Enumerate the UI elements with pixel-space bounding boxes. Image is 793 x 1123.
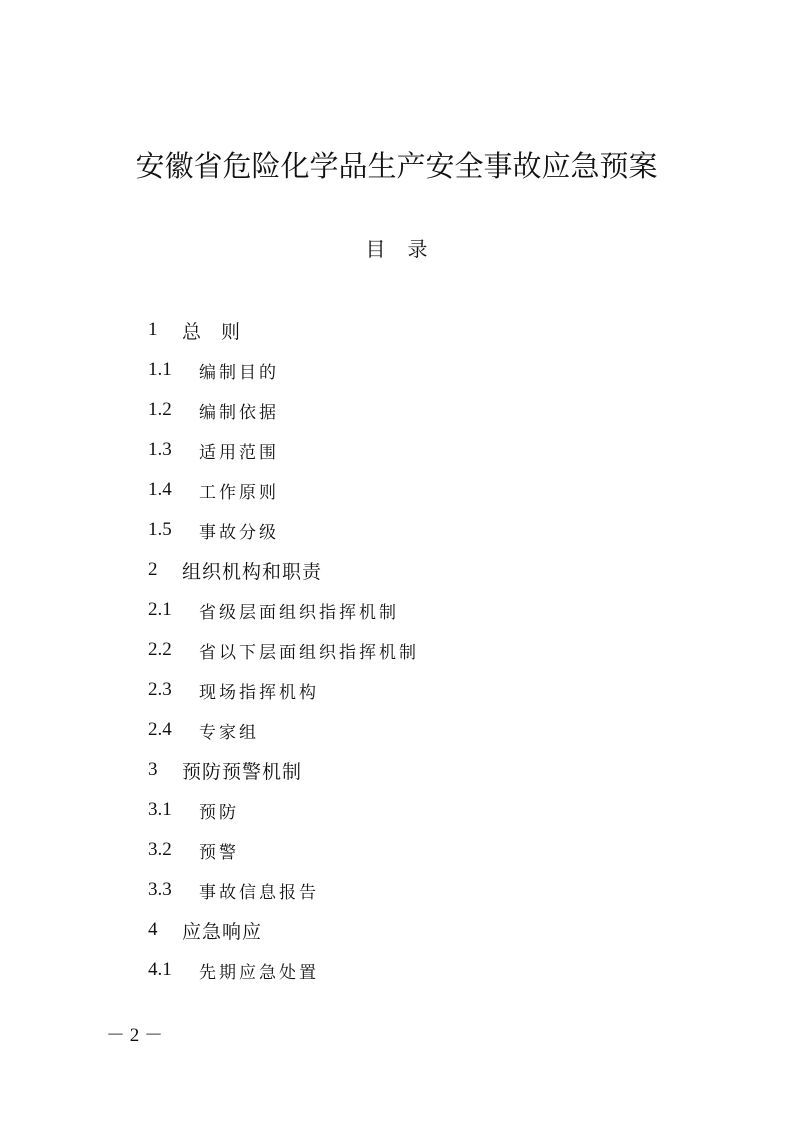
toc-entry-number: 3: [148, 759, 158, 780]
toc-entry-number: 1.2: [148, 399, 172, 420]
toc-entry[interactable]: [148, 670, 708, 710]
toc-entry[interactable]: [148, 350, 708, 390]
document-title: 安徽省危险化学品生产安全事故应急预案: [135, 149, 658, 183]
toc-entry[interactable]: [148, 910, 708, 950]
toc-entry-title: 编制依据: [199, 402, 279, 423]
toc-entry-title: 适用范围: [199, 442, 279, 463]
toc-entry-number: 1: [148, 319, 158, 340]
toc-entry[interactable]: [148, 630, 708, 670]
table-of-contents: [148, 310, 708, 990]
toc-entry[interactable]: [148, 950, 708, 990]
toc-entry-title: 事故信息报告: [199, 882, 319, 903]
toc-entry[interactable]: [148, 510, 708, 550]
toc-entry-title: 预防: [199, 802, 239, 823]
toc-entry[interactable]: [148, 870, 708, 910]
toc-entry-title: 省以下层面组织指挥机制: [199, 642, 419, 663]
toc-entry-title: 组织机构和职责: [182, 560, 323, 583]
toc-entry-number: 1.4: [148, 479, 172, 500]
toc-entry[interactable]: [148, 310, 708, 350]
toc-entry[interactable]: [148, 710, 708, 750]
toc-entry-title: 应急响应: [182, 920, 263, 943]
toc-entry-number: 4.1: [148, 959, 172, 980]
toc-entry[interactable]: [148, 550, 708, 590]
toc-heading: 目录: [365, 237, 450, 261]
toc-entry-number: 3.2: [148, 839, 172, 860]
toc-entry-number: 4: [148, 919, 158, 940]
toc-entry[interactable]: [148, 470, 708, 510]
toc-entry-number: 1.1: [148, 359, 172, 380]
toc-entry[interactable]: [148, 590, 708, 630]
toc-entry-title: 预防预警机制: [182, 760, 303, 783]
toc-entry-number: 2.1: [148, 599, 172, 620]
toc-entry[interactable]: [148, 390, 708, 430]
toc-entry-number: 1.3: [148, 439, 172, 460]
toc-entry-number: 3.1: [148, 799, 172, 820]
toc-entry-title: 预警: [199, 842, 239, 863]
toc-entry-title: 事故分级: [199, 522, 279, 543]
toc-entry-title: 现场指挥机构: [199, 682, 319, 703]
toc-entry-number: 3.3: [148, 879, 172, 900]
toc-entry-number: 2: [148, 559, 158, 580]
toc-entry-title: 编制目的: [199, 362, 279, 383]
toc-entry-number: 2.4: [148, 719, 172, 740]
toc-entry-title: 先期应急处置: [199, 962, 319, 983]
toc-entry-title: 工作原则: [199, 482, 279, 503]
toc-entry-number: 1.5: [148, 519, 172, 540]
toc-entry-number: 2.2: [148, 639, 172, 660]
toc-entry[interactable]: [148, 750, 708, 790]
toc-entry[interactable]: [148, 430, 708, 470]
toc-entry-title: 总则: [182, 320, 261, 343]
page-number: － 2 －: [106, 1025, 164, 1046]
toc-entry[interactable]: [148, 790, 708, 830]
toc-entry-number: 2.3: [148, 679, 172, 700]
toc-entry-title: 专家组: [199, 722, 259, 743]
toc-entry[interactable]: [148, 830, 708, 870]
toc-entry-title: 省级层面组织指挥机制: [199, 602, 399, 623]
